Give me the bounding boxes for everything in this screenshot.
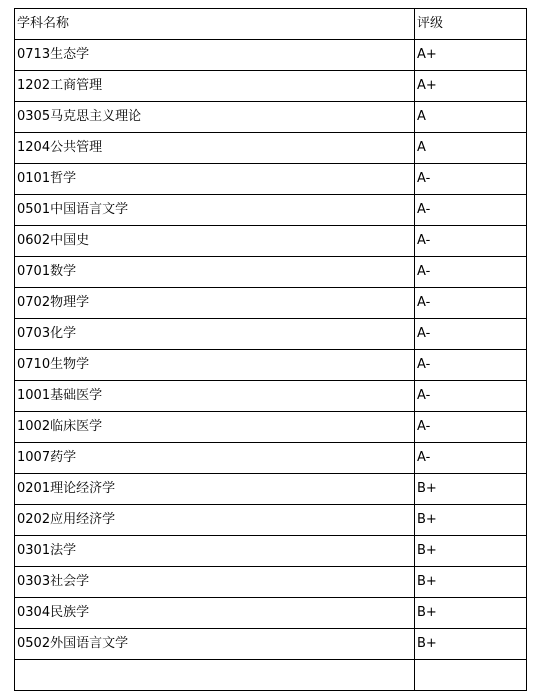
grade-cell: A- — [415, 350, 527, 381]
subject-cell: 0303社会学 — [15, 567, 415, 598]
table-row — [15, 133, 527, 164]
table-row — [15, 567, 527, 598]
subject-cell: 0701数学 — [15, 257, 415, 288]
discipline-rating-table — [14, 8, 527, 691]
table-row — [15, 71, 527, 102]
grade-cell: A- — [415, 319, 527, 350]
subject-cell: 1202工商管理 — [15, 71, 415, 102]
table-row — [15, 598, 527, 629]
grade-cell: A- — [415, 443, 527, 474]
table-row — [15, 505, 527, 536]
grade-cell: B+ — [415, 567, 527, 598]
table-row — [15, 288, 527, 319]
subject-cell: 0301法学 — [15, 536, 415, 567]
table-row — [15, 381, 527, 412]
table-row — [15, 164, 527, 195]
table-row — [15, 536, 527, 567]
table-body — [15, 9, 527, 691]
table-row — [15, 226, 527, 257]
grade-cell: A+ — [415, 71, 527, 102]
subject-cell: 0713生态学 — [15, 40, 415, 71]
subject-cell: 0304民族学 — [15, 598, 415, 629]
subject-cell: 1002临床医学 — [15, 412, 415, 443]
table-row — [15, 660, 527, 691]
table-row — [15, 40, 527, 71]
table-row — [15, 350, 527, 381]
table-row — [15, 102, 527, 133]
grade-cell: A- — [415, 381, 527, 412]
grade-cell: B+ — [415, 505, 527, 536]
subject-cell: 1007药学 — [15, 443, 415, 474]
grade-cell: A — [415, 133, 527, 164]
subject-cell: 0101哲学 — [15, 164, 415, 195]
subject-cell: 1001基础医学 — [15, 381, 415, 412]
grade-cell — [415, 660, 527, 691]
grade-cell: A- — [415, 257, 527, 288]
grade-cell: A+ — [415, 40, 527, 71]
subject-cell: 0602中国史 — [15, 226, 415, 257]
grade-cell: B+ — [415, 474, 527, 505]
header-grade: 评级 — [415, 9, 527, 40]
grade-cell: B+ — [415, 598, 527, 629]
table-header-row — [15, 9, 527, 40]
grade-cell: A- — [415, 195, 527, 226]
table-row — [15, 319, 527, 350]
subject-cell: 0702物理学 — [15, 288, 415, 319]
grade-cell: A- — [415, 226, 527, 257]
header-subject: 学科名称 — [15, 9, 415, 40]
subject-cell: 0305马克思主义理论 — [15, 102, 415, 133]
table-row — [15, 195, 527, 226]
grade-cell: A — [415, 102, 527, 133]
grade-cell: B+ — [415, 536, 527, 567]
subject-cell: 0201理论经济学 — [15, 474, 415, 505]
subject-cell — [15, 660, 415, 691]
table-row — [15, 474, 527, 505]
subject-cell: 0202应用经济学 — [15, 505, 415, 536]
subject-cell: 0501中国语言文学 — [15, 195, 415, 226]
subject-cell: 1204公共管理 — [15, 133, 415, 164]
subject-cell: 0710生物学 — [15, 350, 415, 381]
grade-cell: A- — [415, 164, 527, 195]
table-row — [15, 629, 527, 660]
subject-cell: 0703化学 — [15, 319, 415, 350]
subject-cell: 0502外国语言文学 — [15, 629, 415, 660]
table-row — [15, 412, 527, 443]
table-row — [15, 257, 527, 288]
grade-cell: A- — [415, 288, 527, 319]
grade-cell: A- — [415, 412, 527, 443]
grade-cell: B+ — [415, 629, 527, 660]
table-row — [15, 443, 527, 474]
